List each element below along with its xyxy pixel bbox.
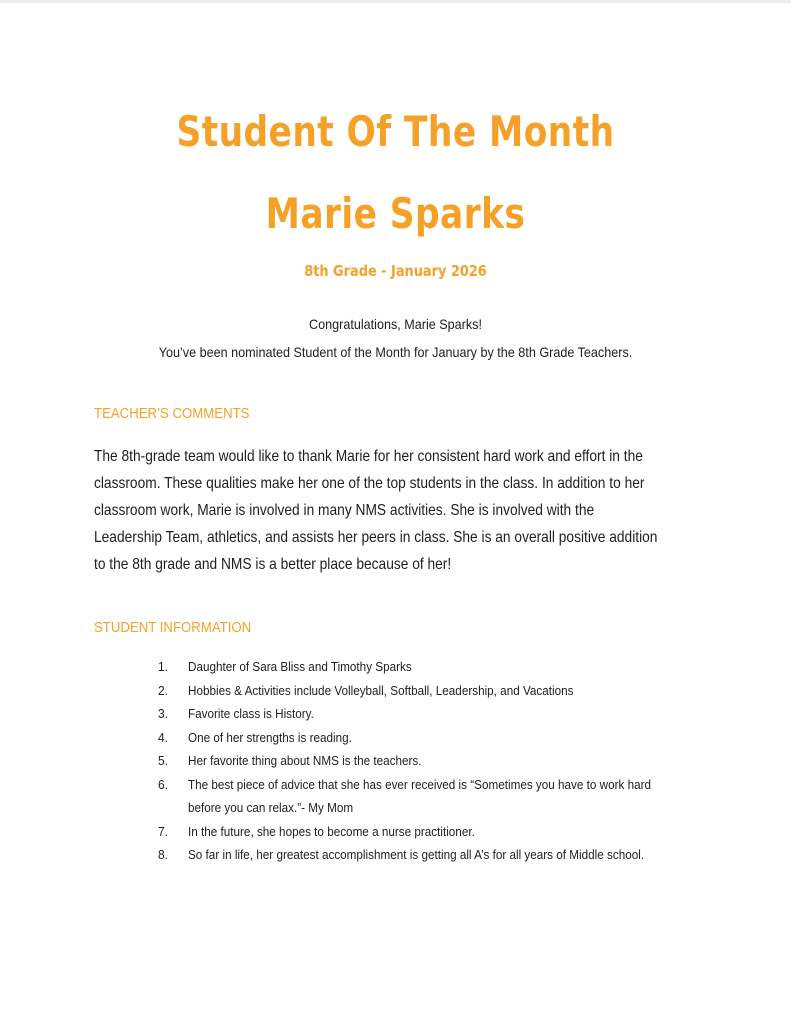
scan-top-edge: [0, 0, 791, 3]
list-number: 8.: [158, 847, 168, 862]
list-item: [158, 773, 718, 820]
list-text: In the future, she hopes to become a nurse practitioner.: [188, 823, 475, 839]
student-info-heading: STUDENT INFORMATION: [94, 619, 252, 636]
list-item: [158, 726, 718, 750]
comment-line: to the 8th grade and NMS is a better place because of her!: [94, 556, 452, 573]
congrats-line: Congratulations, Marie Sparks!: [309, 316, 482, 332]
list-item: [158, 820, 718, 844]
list-item: [158, 679, 718, 703]
list-text: The best piece of advice that she has ever received is “Sometimes you have to work hard: [188, 776, 652, 792]
list-number: 7.: [158, 823, 168, 839]
list-text-continued: before you can relax.”- My Mom: [188, 800, 354, 815]
list-number: 2.: [158, 682, 168, 698]
teacher-comments-heading: TEACHER’S COMMENTS: [94, 405, 250, 422]
list-number: 4.: [158, 729, 168, 745]
comment-line: Leadership Team, athletics, and assists her peers in class. She is an overall positive addition: [94, 529, 658, 546]
list-text-multiline: [188, 773, 651, 820]
list-text: Hobbies & Activities include Volleyball, Softball, Leadership, and Vacations: [188, 682, 574, 698]
list-text: Daughter of Sara Bliss and Timothy Sparks: [188, 659, 412, 674]
teacher-comments-paragraph: [94, 443, 714, 578]
list-text: So far in life, her greatest accomplishment is getting all A’s for all years of Middle school.: [188, 847, 645, 862]
list-item: [158, 843, 718, 867]
list-text: One of her strengths is reading.: [188, 729, 352, 745]
list-text: Her favorite thing about NMS is the teachers.: [188, 753, 422, 768]
student-name-title: Marie Sparks: [265, 189, 526, 238]
comment-line: classroom. These qualities make her one of the top students in the class. In addition to her: [94, 475, 645, 492]
list-number: 3.: [158, 706, 168, 721]
student-info-list: [158, 655, 718, 867]
comment-line: classroom work, Marie is involved in many NMS activities. She is involved with the: [94, 502, 595, 519]
list-item: [158, 749, 718, 773]
list-text: Favorite class is History.: [188, 706, 314, 721]
page-title: Student Of The Month: [176, 107, 615, 156]
list-number: 6.: [158, 776, 168, 792]
comment-line: The 8th-grade team would like to thank Marie for her consistent hard work and effort in the: [94, 448, 643, 465]
list-number: 5.: [158, 753, 168, 768]
list-number: 1.: [158, 659, 168, 674]
grade-date-subtitle: 8th Grade - January 2026: [304, 262, 487, 280]
nomination-line: You’ve been nominated Student of the Month for January by the 8th Grade Teachers.: [158, 344, 633, 360]
list-item: [158, 655, 718, 679]
list-item: [158, 702, 718, 726]
